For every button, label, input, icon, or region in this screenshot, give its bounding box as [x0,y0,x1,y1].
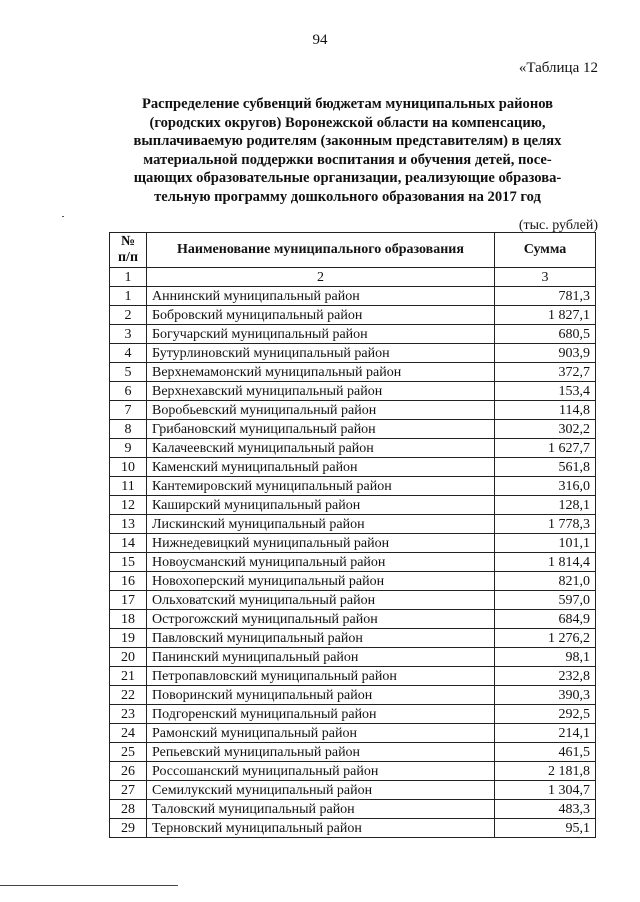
table-body [110,287,596,838]
title-line: материальной поддержки воспитания и обучения детей, посе- [143,151,552,168]
row-number: 1 [110,287,147,306]
row-sum: 1 827,1 [495,306,596,325]
row-number: 2 [110,306,147,325]
row-number: 27 [110,781,147,800]
row-number: 25 [110,743,147,762]
row-sum: 114,8 [495,401,596,420]
table-row [110,439,596,458]
row-sum: 232,8 [495,667,596,686]
page-number: 94 [312,32,328,48]
row-number: 15 [110,553,147,572]
row-number: 4 [110,344,147,363]
row-name: Новохоперский муниципальный район [147,572,495,591]
row-sum: 316,0 [495,477,596,496]
table-row [110,743,596,762]
table-row [110,705,596,724]
table-row [110,667,596,686]
row-name: Каширский муниципальный район [147,496,495,515]
row-number: 14 [110,534,147,553]
row-sum: 1 276,2 [495,629,596,648]
column-index-row [110,268,596,287]
table-row [110,382,596,401]
row-sum: 390,3 [495,686,596,705]
row-number: 28 [110,800,147,819]
column-index: 2 [147,268,495,287]
row-number: 6 [110,382,147,401]
row-name: Павловский муниципальный район [147,629,495,648]
table-row [110,553,596,572]
row-name: Верхнемамонский муниципальный район [147,363,495,382]
row-name: Грибановский муниципальный район [147,420,495,439]
row-sum: 302,2 [495,420,596,439]
row-name: Лискинский муниципальный район [147,515,495,534]
column-index: 1 [110,268,147,287]
row-sum: 903,9 [495,344,596,363]
row-number: 22 [110,686,147,705]
table-row [110,819,596,838]
row-number: 17 [110,591,147,610]
row-number: 8 [110,420,147,439]
row-sum: 98,1 [495,648,596,667]
table-row [110,762,596,781]
table-row [110,287,596,306]
row-name: Нижнедевицкий муниципальный район [147,534,495,553]
row-sum: 684,9 [495,610,596,629]
table-row [110,724,596,743]
row-sum: 153,4 [495,382,596,401]
table-row [110,686,596,705]
row-sum: 1 627,7 [495,439,596,458]
header-sum: Сумма [495,233,596,268]
row-sum: 561,8 [495,458,596,477]
row-sum: 95,1 [495,819,596,838]
row-sum: 461,5 [495,743,596,762]
table-row [110,363,596,382]
row-name: Богучарский муниципальный район [147,325,495,344]
row-sum: 483,3 [495,800,596,819]
row-name: Кантемировский муниципальный район [147,477,495,496]
row-number: 11 [110,477,147,496]
table-row [110,534,596,553]
row-number: 10 [110,458,147,477]
table-row [110,591,596,610]
row-sum: 781,3 [495,287,596,306]
row-name: Острогожский муниципальный район [147,610,495,629]
row-name: Россошанский муниципальный район [147,762,495,781]
title-line: Распределение субвенций бюджетам муниципальных районов [141,96,554,112]
title-line: (городских округов) Воронежской области на компенсацию, [149,114,546,131]
table-row [110,515,596,534]
title-line: тельную программу дошкольного образования на 2017 год [154,188,541,205]
row-name: Верхнехавский муниципальный район [147,382,495,401]
table-row [110,344,596,363]
row-number: 21 [110,667,147,686]
title-line: выплачиваемую родителям (законным представителям) в целях [133,133,562,150]
row-sum: 1 814,4 [495,553,596,572]
row-name: Поворинский муниципальный район [147,686,495,705]
row-sum: 680,5 [495,325,596,344]
row-number: 12 [110,496,147,515]
row-name: Рамонский муниципальный район [147,724,495,743]
row-number: 20 [110,648,147,667]
row-name: Панинский муниципальный район [147,648,495,667]
row-number: 7 [110,401,147,420]
row-name: Новоусманский муниципальный район [147,553,495,572]
row-name: Петропавловский муниципальный район [147,667,495,686]
row-number: 19 [110,629,147,648]
row-name: Подгоренский муниципальный район [147,705,495,724]
row-name: Воробьевский муниципальный район [147,401,495,420]
row-number: 3 [110,325,147,344]
row-sum: 372,7 [495,363,596,382]
table-row [110,781,596,800]
row-sum: 292,5 [495,705,596,724]
row-sum: 101,1 [495,534,596,553]
subsidies-table [109,232,596,838]
row-number: 23 [110,705,147,724]
title-line: щающих образовательные организации, реализующие образова- [133,170,562,187]
document-title [110,95,585,207]
row-number: 9 [110,439,147,458]
footnote-divider [0,885,178,886]
table-row [110,572,596,591]
row-name: Репьевский муниципальный район [147,743,495,762]
header-name: Наименование муниципального образования [147,233,495,268]
table-row [110,477,596,496]
row-name: Бобровский муниципальный район [147,306,495,325]
row-name: Калачеевский муниципальный район [147,439,495,458]
header-num: № п/п [110,233,147,268]
table-header-row [110,233,596,268]
row-sum: 1 304,7 [495,781,596,800]
table-row [110,325,596,344]
row-sum: 821,0 [495,572,596,591]
table-row [110,401,596,420]
scan-mark [62,216,64,217]
table-row [110,648,596,667]
column-index: 3 [495,268,596,287]
table-row [110,629,596,648]
row-number: 24 [110,724,147,743]
row-name: Таловский муниципальный район [147,800,495,819]
table-row [110,458,596,477]
table-row [110,496,596,515]
row-sum: 214,1 [495,724,596,743]
table-row [110,610,596,629]
row-sum: 597,0 [495,591,596,610]
row-name: Ольховатский муниципальный район [147,591,495,610]
row-name: Семилукский муниципальный район [147,781,495,800]
table-row [110,306,596,325]
row-number: 29 [110,819,147,838]
row-number: 18 [110,610,147,629]
row-sum: 2 181,8 [495,762,596,781]
row-name: Терновский муниципальный район [147,819,495,838]
row-number: 26 [110,762,147,781]
row-sum: 1 778,3 [495,515,596,534]
row-number: 13 [110,515,147,534]
row-name: Каменский муниципальный район [147,458,495,477]
row-name: Бутурлиновский муниципальный район [147,344,495,363]
row-name: Аннинский муниципальный район [147,287,495,306]
table-row [110,800,596,819]
units-label: (тыс. рублей) [518,218,598,233]
row-number: 16 [110,572,147,591]
row-sum: 128,1 [495,496,596,515]
row-number: 5 [110,363,147,382]
table-row [110,420,596,439]
table-label: «Таблица 12 [518,60,598,76]
